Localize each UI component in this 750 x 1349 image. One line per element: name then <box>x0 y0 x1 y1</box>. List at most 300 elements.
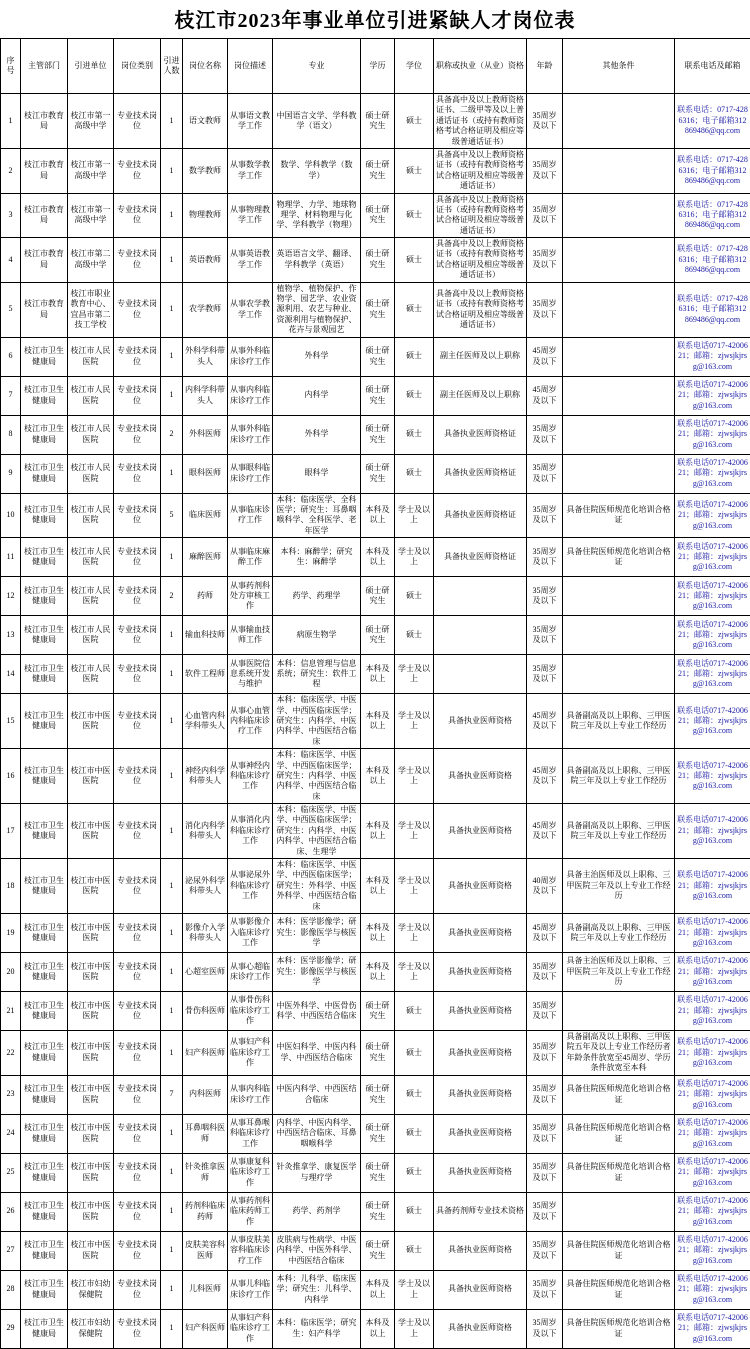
cell-other: 具备主治医师及以上职称、三甲医院三年及以上专业工作经历 <box>563 859 675 914</box>
cell-department: 枝江市教育局 <box>21 238 68 283</box>
cell-degree: 硕士 <box>395 415 434 454</box>
cell-position: 皮肤美容科医师 <box>183 1231 228 1270</box>
cell-count: 1 <box>161 913 183 952</box>
cell-age: 35周岁及以下 <box>527 655 563 694</box>
cell-description: 从事康复科临床诊疗工作 <box>228 1153 273 1192</box>
table-body <box>1 94 750 1349</box>
table-row <box>1 1192 750 1231</box>
cell-qualification: 具备高中及以上教师资格证书（或持有教师资格考试合格证明及相应等级普通话证书） <box>434 148 527 193</box>
cell-major: 数学、学科教学（数学） <box>273 148 361 193</box>
cell-degree: 硕士 <box>395 94 434 149</box>
cell-other: 具备住院医师规范化培训合格证 <box>563 538 675 577</box>
table-row <box>1 1153 750 1192</box>
cell-position: 英语教师 <box>183 238 228 283</box>
cell-count: 1 <box>161 94 183 149</box>
cell-category: 专业技术岗位 <box>114 415 161 454</box>
cell-degree: 硕士 <box>395 454 434 493</box>
cell-seq: 6 <box>1 337 21 376</box>
cell-degree: 学士及以上 <box>395 1309 434 1348</box>
cell-contact: 联系电话0717-4200621；邮箱：zjwsjkjrsg@163.com <box>675 376 750 415</box>
cell-contact: 联系电话0717-4200621；邮箱：zjwsjkjrsg@163.com <box>675 577 750 616</box>
table-row <box>1 337 750 376</box>
cell-qualification <box>434 655 527 694</box>
cell-seq: 9 <box>1 454 21 493</box>
cell-contact: 联系电话0717-4200621；邮箱：zjwsjkjrsg@163.com <box>675 337 750 376</box>
cell-count: 1 <box>161 454 183 493</box>
cell-education: 硕士研究生 <box>361 616 395 655</box>
cell-unit: 枝江市中医医院 <box>68 1153 114 1192</box>
cell-major: 本科：临床医学、中医学、中西医临床医学；研究生：内科学、中医内科学、中西医结合临床 <box>273 694 361 749</box>
cell-category: 专业技术岗位 <box>114 1153 161 1192</box>
cell-other <box>563 148 675 193</box>
cell-count: 1 <box>161 282 183 337</box>
cell-count: 1 <box>161 1270 183 1309</box>
cell-contact: 联系电话0717-4200621；邮箱：zjwsjkjrsg@163.com <box>675 1192 750 1231</box>
cell-unit: 枝江市人民医院 <box>68 493 114 538</box>
cell-other <box>563 1192 675 1231</box>
cell-education: 硕士研究生 <box>361 1192 395 1231</box>
cell-category: 专业技术岗位 <box>114 577 161 616</box>
cell-degree: 硕士 <box>395 1231 434 1270</box>
cell-category: 专业技术岗位 <box>114 1270 161 1309</box>
cell-department: 枝江市教育局 <box>21 94 68 149</box>
cell-department: 枝江市卫生健康局 <box>21 1231 68 1270</box>
cell-position: 消化内科学科带头人 <box>183 804 228 859</box>
cell-education: 硕士研究生 <box>361 1075 395 1114</box>
cell-unit: 枝江市中医医院 <box>68 952 114 991</box>
cell-seq: 20 <box>1 952 21 991</box>
cell-contact: 联系电话0717-4200621；邮箱：zjwsjkjrsg@163.com <box>675 1153 750 1192</box>
cell-department: 枝江市卫生健康局 <box>21 913 68 952</box>
table-row <box>1 94 750 149</box>
cell-age: 35周岁及以下 <box>527 538 563 577</box>
cell-major: 本科：临床医学、全科医学；研究生：耳鼻咽喉科学、全科医学、老年医学 <box>273 493 361 538</box>
cell-major: 本科：信息管理与信息系统；研究生：软件工程 <box>273 655 361 694</box>
cell-major: 内科学 <box>273 376 361 415</box>
cell-count: 2 <box>161 415 183 454</box>
table-row <box>1 577 750 616</box>
cell-age: 35周岁及以下 <box>527 454 563 493</box>
cell-education: 硕士研究生 <box>361 94 395 149</box>
cell-major: 中医外科学、中医骨伤科学、中西医结合临床 <box>273 991 361 1030</box>
cell-unit: 枝江市第一高级中学 <box>68 193 114 238</box>
cell-description: 从事药剂科处方审核工作 <box>228 577 273 616</box>
cell-qualification <box>434 616 527 655</box>
cell-count: 5 <box>161 493 183 538</box>
cell-seq: 10 <box>1 493 21 538</box>
cell-education: 硕士研究生 <box>361 454 395 493</box>
table-row <box>1 148 750 193</box>
cell-age: 40周岁及以下 <box>527 859 563 914</box>
cell-category: 专业技术岗位 <box>114 538 161 577</box>
column-header-major: 专业 <box>273 39 361 94</box>
column-header-seq: 序号 <box>1 39 21 94</box>
cell-unit: 枝江市中医医院 <box>68 694 114 749</box>
cell-count: 1 <box>161 1030 183 1075</box>
cell-contact: 联系电话：0717-4286316；电子邮箱312869486@qq.com <box>675 238 750 283</box>
cell-education: 本科及以上 <box>361 804 395 859</box>
cell-unit: 枝江市中医医院 <box>68 1231 114 1270</box>
cell-unit: 枝江市中医医院 <box>68 804 114 859</box>
cell-major: 眼科学 <box>273 454 361 493</box>
cell-description: 从事英语教学工作 <box>228 238 273 283</box>
cell-description: 从事药剂科临床药师工作 <box>228 1192 273 1231</box>
cell-age: 45周岁及以下 <box>527 913 563 952</box>
cell-degree: 学士及以上 <box>395 1270 434 1309</box>
cell-other: 具备主治医师及以上职称、三甲医院三年及以上专业工作经历 <box>563 952 675 991</box>
cell-unit: 枝江市中医医院 <box>68 1030 114 1075</box>
cell-qualification: 副主任医师及以上职称 <box>434 337 527 376</box>
cell-age: 35周岁及以下 <box>527 1153 563 1192</box>
cell-unit: 枝江市妇幼保健院 <box>68 1270 114 1309</box>
cell-category: 专业技术岗位 <box>114 337 161 376</box>
cell-category: 专业技术岗位 <box>114 282 161 337</box>
cell-degree: 硕士 <box>395 1192 434 1231</box>
cell-department: 枝江市卫生健康局 <box>21 952 68 991</box>
cell-education: 硕士研究生 <box>361 1231 395 1270</box>
cell-category: 专业技术岗位 <box>114 804 161 859</box>
cell-category: 专业技术岗位 <box>114 616 161 655</box>
cell-major: 本科：临床医学、中医学、中西医临床医学；研究生：内科学、中医内科学、中西医结合临床 <box>273 749 361 804</box>
cell-qualification: 具备执业医师资格 <box>434 991 527 1030</box>
cell-count: 1 <box>161 749 183 804</box>
cell-description: 从事内科临床诊疗工作 <box>228 1075 273 1114</box>
table-row <box>1 804 750 859</box>
cell-position: 数学教师 <box>183 148 228 193</box>
cell-education: 本科及以上 <box>361 493 395 538</box>
cell-category: 专业技术岗位 <box>114 454 161 493</box>
cell-education: 硕士研究生 <box>361 1030 395 1075</box>
cell-position: 神经内科学科带头人 <box>183 749 228 804</box>
cell-education: 本科及以上 <box>361 749 395 804</box>
table-row <box>1 913 750 952</box>
cell-seq: 2 <box>1 148 21 193</box>
cell-other: 具备副高及以上职称、三甲医院三年及以上专业工作经历 <box>563 804 675 859</box>
table-row <box>1 1270 750 1309</box>
cell-age: 35周岁及以下 <box>527 1309 563 1348</box>
cell-seq: 5 <box>1 282 21 337</box>
cell-unit: 枝江市第一高级中学 <box>68 94 114 149</box>
column-header-unit: 引进单位 <box>68 39 114 94</box>
cell-education: 本科及以上 <box>361 1270 395 1309</box>
cell-education: 本科及以上 <box>361 1309 395 1348</box>
cell-description: 从事神经内科临床诊疗工作 <box>228 749 273 804</box>
cell-other <box>563 337 675 376</box>
cell-major: 中医内科学、中西医结合临床 <box>273 1075 361 1114</box>
cell-major: 本科：临床医学、中医学、中西医临床医学；研究生：外科学、中医外科学、中西医结合临床 <box>273 859 361 914</box>
table-row <box>1 282 750 337</box>
table-row <box>1 1309 750 1348</box>
cell-contact: 联系电话0717-4200621；邮箱：zjwsjkjrsg@163.com <box>675 493 750 538</box>
cell-education: 本科及以上 <box>361 952 395 991</box>
cell-unit: 枝江市人民医院 <box>68 415 114 454</box>
cell-education: 硕士研究生 <box>361 148 395 193</box>
cell-unit: 枝江市人民医院 <box>68 577 114 616</box>
cell-major: 英语语言文学、翻译、学科教学（英语） <box>273 238 361 283</box>
cell-count: 2 <box>161 577 183 616</box>
cell-description: 从事医院信息系统开发与维护 <box>228 655 273 694</box>
cell-degree: 学士及以上 <box>395 538 434 577</box>
cell-other: 具备副高及以上职称、三甲医院三年及以上专业工作经历 <box>563 749 675 804</box>
cell-qualification <box>434 577 527 616</box>
table-row <box>1 616 750 655</box>
cell-unit: 枝江市中医医院 <box>68 1114 114 1153</box>
cell-description: 从事外科临床诊疗工作 <box>228 337 273 376</box>
column-header-department: 主管部门 <box>21 39 68 94</box>
cell-degree: 硕士 <box>395 577 434 616</box>
cell-description: 从事妇产科临床诊疗工作 <box>228 1309 273 1348</box>
cell-qualification: 具备执业医师资格 <box>434 952 527 991</box>
cell-department: 枝江市卫生健康局 <box>21 337 68 376</box>
cell-count: 1 <box>161 804 183 859</box>
cell-seq: 29 <box>1 1309 21 1348</box>
cell-other <box>563 376 675 415</box>
cell-seq: 27 <box>1 1231 21 1270</box>
table-row <box>1 694 750 749</box>
cell-position: 输血科技师 <box>183 616 228 655</box>
cell-education: 本科及以上 <box>361 655 395 694</box>
cell-other: 具备副高及以上职称、三甲医院三年及以上专业工作经历 <box>563 913 675 952</box>
cell-seq: 24 <box>1 1114 21 1153</box>
cell-position: 泌尿外科学科带头人 <box>183 859 228 914</box>
column-header-position: 岗位名称 <box>183 39 228 94</box>
cell-unit: 枝江市中医医院 <box>68 859 114 914</box>
cell-position: 外科学科带头人 <box>183 337 228 376</box>
cell-position: 内科学科带头人 <box>183 376 228 415</box>
cell-qualification: 副主任医师及以上职称 <box>434 376 527 415</box>
cell-other <box>563 577 675 616</box>
cell-degree: 硕士 <box>395 1114 434 1153</box>
cell-degree: 硕士 <box>395 1153 434 1192</box>
cell-other: 具备住院医师规范化培训合格证 <box>563 1270 675 1309</box>
cell-count: 1 <box>161 1192 183 1231</box>
cell-count: 1 <box>161 1153 183 1192</box>
cell-count: 1 <box>161 859 183 914</box>
cell-qualification: 具备高中及以上教师资格证书（或持有教师资格考试合格证明及相应等级普通话证书） <box>434 238 527 283</box>
table-row <box>1 991 750 1030</box>
cell-degree: 硕士 <box>395 148 434 193</box>
cell-description: 从事影像介入临床诊疗工作 <box>228 913 273 952</box>
cell-department: 枝江市卫生健康局 <box>21 991 68 1030</box>
cell-department: 枝江市卫生健康局 <box>21 655 68 694</box>
cell-other <box>563 94 675 149</box>
cell-department: 枝江市卫生健康局 <box>21 1309 68 1348</box>
cell-department: 枝江市卫生健康局 <box>21 1114 68 1153</box>
cell-unit: 枝江市中医医院 <box>68 913 114 952</box>
cell-category: 专业技术岗位 <box>114 991 161 1030</box>
cell-department: 枝江市卫生健康局 <box>21 538 68 577</box>
cell-age: 35周岁及以下 <box>527 415 563 454</box>
cell-degree: 硕士 <box>395 238 434 283</box>
cell-other: 具备住院医师规范化培训合格证 <box>563 1075 675 1114</box>
cell-contact: 联系电话0717-4200621；邮箱：zjwsjkjrsg@163.com <box>675 616 750 655</box>
cell-qualification: 具备执业医师资格 <box>434 749 527 804</box>
cell-category: 专业技术岗位 <box>114 376 161 415</box>
cell-major: 药学、药剂学 <box>273 1192 361 1231</box>
cell-education: 硕士研究生 <box>361 991 395 1030</box>
cell-other <box>563 415 675 454</box>
cell-major: 本科：医学影像学；研究生：影像医学与核医学 <box>273 952 361 991</box>
cell-contact: 联系电话0717-4200621；邮箱：zjwsjkjrsg@163.com <box>675 1114 750 1153</box>
cell-other: 具备副高及以上职称、三甲医院五年及以上专业工作经历者年龄条件放宽至45周岁、学历条件放宽至本科 <box>563 1030 675 1075</box>
cell-position: 药师 <box>183 577 228 616</box>
cell-category: 专业技术岗位 <box>114 1030 161 1075</box>
cell-age: 45周岁及以下 <box>527 376 563 415</box>
cell-seq: 17 <box>1 804 21 859</box>
cell-seq: 15 <box>1 694 21 749</box>
cell-count: 1 <box>161 148 183 193</box>
cell-description: 从事输血技师工作 <box>228 616 273 655</box>
cell-degree: 硕士 <box>395 616 434 655</box>
cell-age: 45周岁及以下 <box>527 337 563 376</box>
cell-qualification: 具备执业医师资格 <box>434 1075 527 1114</box>
cell-count: 1 <box>161 376 183 415</box>
cell-degree: 硕士 <box>395 376 434 415</box>
cell-category: 专业技术岗位 <box>114 1231 161 1270</box>
cell-degree: 学士及以上 <box>395 952 434 991</box>
cell-department: 枝江市卫生健康局 <box>21 1153 68 1192</box>
cell-age: 35周岁及以下 <box>527 952 563 991</box>
cell-contact: 联系电话：0717-4286316；电子邮箱312869486@qq.com <box>675 94 750 149</box>
cell-qualification: 具备执业医师资格 <box>434 1153 527 1192</box>
cell-seq: 25 <box>1 1153 21 1192</box>
cell-degree: 学士及以上 <box>395 493 434 538</box>
column-header-qualification: 职称或执业（从业）资格 <box>434 39 527 94</box>
cell-qualification: 具备高中及以上教师资格证书（或持有教师资格考试合格证明及相应等级普通话证书） <box>434 193 527 238</box>
cell-contact: 联系电话：0717-4286316；电子邮箱312869486@qq.com <box>675 282 750 337</box>
cell-category: 专业技术岗位 <box>114 913 161 952</box>
cell-department: 枝江市卫生健康局 <box>21 694 68 749</box>
cell-seq: 23 <box>1 1075 21 1114</box>
cell-category: 专业技术岗位 <box>114 1192 161 1231</box>
cell-degree: 硕士 <box>395 1030 434 1075</box>
cell-department: 枝江市教育局 <box>21 193 68 238</box>
cell-position: 内科医师 <box>183 1075 228 1114</box>
cell-qualification: 具备执业医师资格证 <box>434 415 527 454</box>
cell-position: 骨伤科医师 <box>183 991 228 1030</box>
cell-contact: 联系电话0717-4200621；邮箱：zjwsjkjrsg@163.com <box>675 1231 750 1270</box>
cell-education: 硕士研究生 <box>361 193 395 238</box>
cell-unit: 枝江市中医医院 <box>68 991 114 1030</box>
cell-seq: 4 <box>1 238 21 283</box>
cell-category: 专业技术岗位 <box>114 148 161 193</box>
cell-count: 1 <box>161 193 183 238</box>
cell-seq: 19 <box>1 913 21 952</box>
cell-major: 外科学 <box>273 337 361 376</box>
cell-count: 1 <box>161 655 183 694</box>
cell-major: 本科：儿科学、临床医学；研究生：儿科学、内科学 <box>273 1270 361 1309</box>
cell-description: 从事眼科临床诊疗工作 <box>228 454 273 493</box>
table-row <box>1 1114 750 1153</box>
table-row <box>1 859 750 914</box>
table-row <box>1 1030 750 1075</box>
cell-qualification: 具备执业医师资格 <box>434 913 527 952</box>
cell-position: 妇产科医师 <box>183 1309 228 1348</box>
cell-category: 专业技术岗位 <box>114 1309 161 1348</box>
cell-contact: 联系电话：0717-4286316；电子邮箱312869486@qq.com <box>675 148 750 193</box>
cell-degree: 硕士 <box>395 991 434 1030</box>
cell-department: 枝江市卫生健康局 <box>21 415 68 454</box>
cell-category: 专业技术岗位 <box>114 493 161 538</box>
cell-qualification: 具备执业医师资格 <box>434 1231 527 1270</box>
cell-age: 35周岁及以下 <box>527 577 563 616</box>
cell-seq: 1 <box>1 94 21 149</box>
cell-qualification: 具备执业医师资格证 <box>434 538 527 577</box>
cell-age: 35周岁及以下 <box>527 1030 563 1075</box>
cell-major: 本科：临床医学；研究生：妇产科学 <box>273 1309 361 1348</box>
cell-qualification: 具备药剂师专业技术资格 <box>434 1192 527 1231</box>
cell-description: 从事儿科临床诊疗工作 <box>228 1270 273 1309</box>
cell-contact: 联系电话0717-4200621；邮箱：zjwsjkjrsg@163.com <box>675 859 750 914</box>
cell-degree: 学士及以上 <box>395 859 434 914</box>
cell-unit: 枝江市人民医院 <box>68 337 114 376</box>
column-header-degree: 学位 <box>395 39 434 94</box>
cell-department: 枝江市卫生健康局 <box>21 804 68 859</box>
cell-position: 药剂科临床药师 <box>183 1192 228 1231</box>
cell-degree: 硕士 <box>395 1075 434 1114</box>
cell-description: 从事农学教学工作 <box>228 282 273 337</box>
cell-seq: 18 <box>1 859 21 914</box>
cell-contact: 联系电话0717-4200621；邮箱：zjwsjkjrsg@163.com <box>675 454 750 493</box>
cell-age: 35周岁及以下 <box>527 1270 563 1309</box>
cell-qualification: 具备执业医师资格 <box>434 859 527 914</box>
cell-description: 从事数学教学工作 <box>228 148 273 193</box>
cell-unit: 枝江市人民医院 <box>68 538 114 577</box>
cell-major: 病原生物学 <box>273 616 361 655</box>
cell-degree: 学士及以上 <box>395 749 434 804</box>
cell-description: 从事临床麻醉工作 <box>228 538 273 577</box>
cell-description: 从事耳鼻喉科临床诊疗工作 <box>228 1114 273 1153</box>
cell-position: 农学教师 <box>183 282 228 337</box>
cell-seq: 21 <box>1 991 21 1030</box>
cell-education: 硕士研究生 <box>361 1153 395 1192</box>
cell-department: 枝江市卫生健康局 <box>21 616 68 655</box>
cell-description: 从事心超临床诊疗工作 <box>228 952 273 991</box>
cell-other: 具备住院医师规范化培训合格证 <box>563 1153 675 1192</box>
table-row <box>1 454 750 493</box>
cell-qualification: 具备执业医师资格 <box>434 694 527 749</box>
cell-category: 专业技术岗位 <box>114 859 161 914</box>
cell-contact: 联系电话0717-4200621；邮箱：zjwsjkjrsg@163.com <box>675 655 750 694</box>
cell-description: 从事外科临床诊疗工作 <box>228 415 273 454</box>
cell-unit: 枝江市妇幼保健院 <box>68 1309 114 1348</box>
cell-education: 本科及以上 <box>361 913 395 952</box>
cell-unit: 枝江市中医医院 <box>68 1075 114 1114</box>
cell-contact: 联系电话0717-4200621；邮箱：zjwsjkjrsg@163.com <box>675 1075 750 1114</box>
column-header-contact: 联系电话及邮箱 <box>675 39 750 94</box>
cell-unit: 枝江市第一高级中学 <box>68 148 114 193</box>
cell-contact: 联系电话0717-4200621；邮箱：zjwsjkjrsg@163.com <box>675 1309 750 1348</box>
cell-department: 枝江市卫生健康局 <box>21 749 68 804</box>
cell-qualification: 具备执业医师资格 <box>434 1030 527 1075</box>
cell-major: 本科：临床医学、中医学、中西医临床医学；研究生：内科学、中医内科学、中西医结合临床、生理学 <box>273 804 361 859</box>
table-row <box>1 538 750 577</box>
cell-department: 枝江市卫生健康局 <box>21 1270 68 1309</box>
cell-department: 枝江市卫生健康局 <box>21 493 68 538</box>
cell-unit: 枝江市人民医院 <box>68 655 114 694</box>
column-header-other: 其他条件 <box>563 39 675 94</box>
cell-major: 本科：医学影像学；研究生：影像医学与核医学 <box>273 913 361 952</box>
cell-education: 硕士研究生 <box>361 238 395 283</box>
cell-seq: 28 <box>1 1270 21 1309</box>
cell-description: 从事消化内科临床诊疗工作 <box>228 804 273 859</box>
cell-major: 皮肤病与性病学、中医内科学、中医外科学、中西医结合临床 <box>273 1231 361 1270</box>
cell-other <box>563 282 675 337</box>
cell-degree: 硕士 <box>395 193 434 238</box>
cell-count: 7 <box>161 1075 183 1114</box>
cell-qualification: 具备执业医师资格 <box>434 1309 527 1348</box>
cell-other <box>563 991 675 1030</box>
